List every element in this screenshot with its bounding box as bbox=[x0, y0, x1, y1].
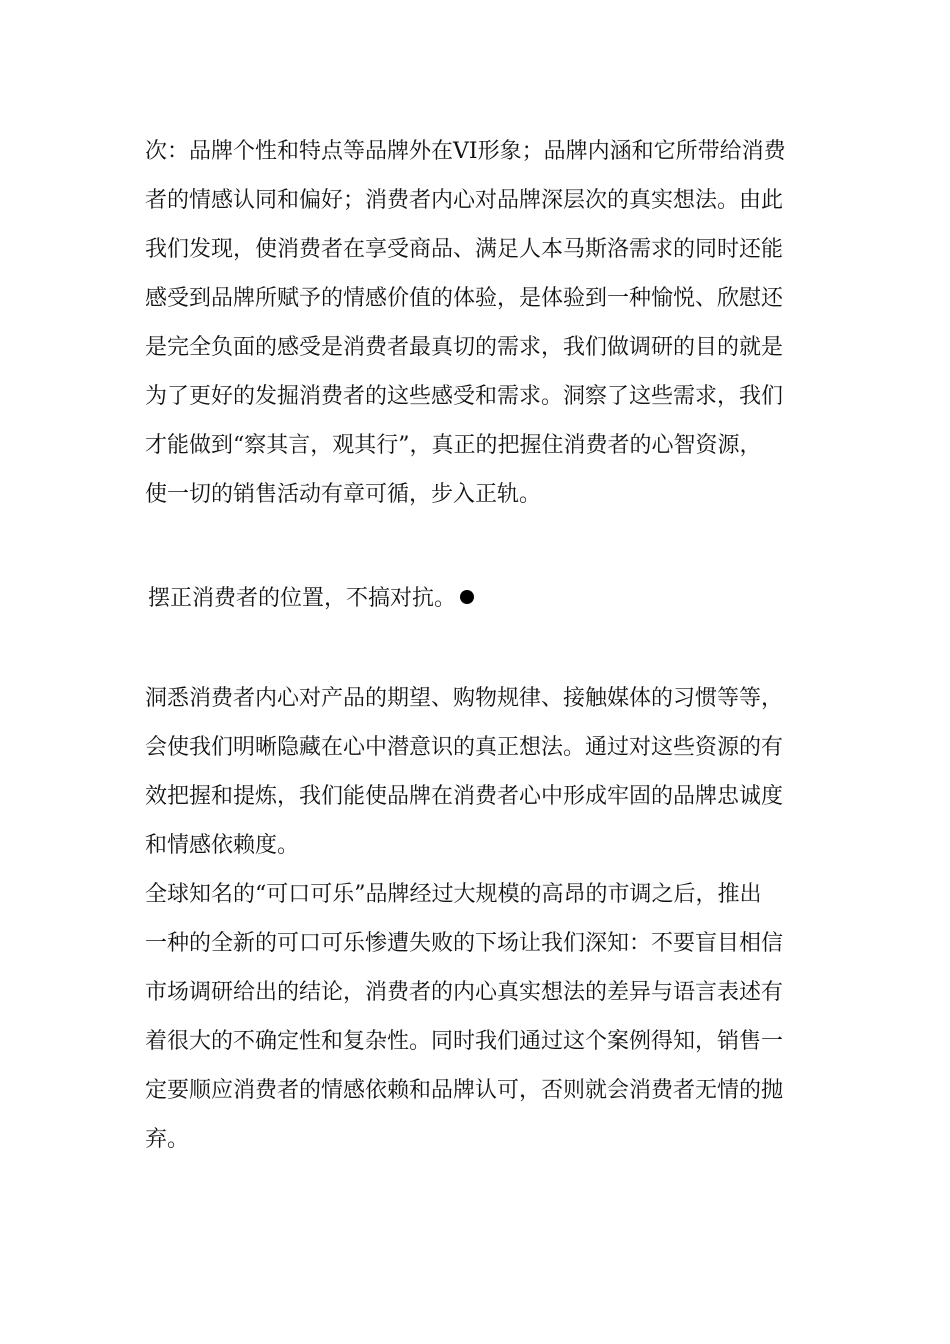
section-heading-text: 摆正消费者的位置，不搞对抗。 bbox=[148, 586, 457, 611]
paragraph-line: 为了更好的发掘消费者的这些感受和需求。洞察了这些需求，我们 bbox=[145, 384, 784, 409]
paragraph-line: 我们发现，使消费者在享受商品、满足人本马斯洛需求的同时还能 bbox=[145, 237, 784, 262]
paragraph-line: 一种的全新的可口可乐惨遭失败的下场让我们深知：不要盲目相信 bbox=[145, 931, 784, 956]
paragraph-line: 效把握和提炼，我们能使品牌在消费者心中形成牢固的品牌忠诚度 bbox=[145, 784, 784, 809]
paragraph-line: 者的情感认同和偏好；消费者内心对品牌深层次的真实想法。由此 bbox=[145, 188, 784, 213]
paragraph-line: 次：品牌个性和特点等品牌外在VI形象；品牌内涵和它所带给消费 bbox=[145, 139, 786, 164]
paragraph-consumer-needs bbox=[145, 127, 810, 519]
paragraph-line: 和情感依赖度。 bbox=[145, 833, 300, 858]
paragraph-line: 定要顺应消费者的情感依赖和品牌认可，否则就会消费者无情的抛 bbox=[145, 1078, 784, 1103]
section-heading bbox=[148, 574, 474, 623]
paragraph-line: 市场调研给出的结论，消费者的内心真实想法的差异与语言表述有 bbox=[145, 980, 784, 1005]
paragraph-line: 使一切的销售活动有章可循，步入正轨。 bbox=[145, 482, 542, 507]
paragraph-consumer-insight bbox=[145, 674, 810, 870]
paragraph-coca-cola-case bbox=[145, 870, 810, 1164]
paragraph-line: 弃。 bbox=[145, 1127, 190, 1152]
paragraph-line: 感受到品牌所赋予的情感价值的体验，是体验到一种愉悦、欣慰还 bbox=[145, 286, 784, 311]
paragraph-line: 会使我们明晰隐藏在心中潜意识的真正想法。通过对这些资源的有 bbox=[145, 735, 784, 760]
paragraph-line: 着很大的不确定性和复杂性。同时我们通过这个案例得知，销售一 bbox=[145, 1029, 784, 1054]
paragraph-line: 是完全负面的感受是消费者最真切的需求，我们做调研的目的就是 bbox=[145, 335, 784, 360]
paragraph-line: 洞悉消费者内心对产品的期望、购物规律、接触媒体的习惯等等， bbox=[145, 686, 784, 711]
paragraph-line: 才能做到“察其言，观其行”，真正的把握住消费者的心智资源， bbox=[145, 433, 762, 458]
paragraph-line: 全球知名的“可口可乐”品牌经过大规模的高昂的市调之后，推出 bbox=[145, 882, 762, 907]
bullet-icon bbox=[460, 590, 474, 604]
